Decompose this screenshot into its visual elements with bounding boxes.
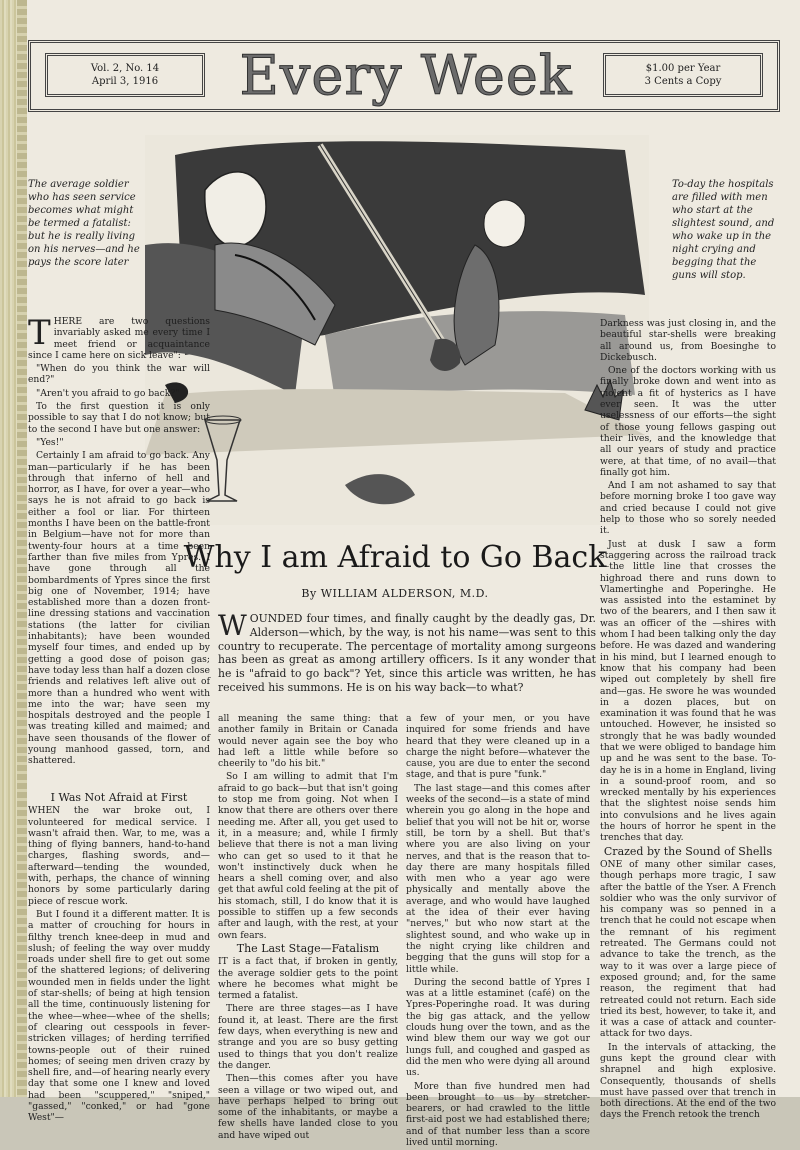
paragraph: And I am not ashamed to say that before morning broke I too gave way and cried because I could not give help to those who so sorely needed it. xyxy=(600,480,776,537)
paragraph: In the intervals of attacking, the guns kept the ground clear with shrapnel and high explosive. Consequently, thousands of shells must have passed over that trench in both directions. At the end of the two days the French retook the trench xyxy=(600,1041,776,1121)
paragraph: The last stage—and this comes after weeks of the second—is a state of mind wherein you go along in the hope and belief that you will not be hit or, worse still, be torn by a shell. But that's where you are also living on your nerves, and that is the reason that to-day there are many hospitals filled with men who a year ago were physically and mentally above the average, and who would have laughed at the idea of their ever having "nerves," but who now start at the slightest sound, and who wake up in the night crying like children and begging that the guns will stop for a little while. xyxy=(406,782,590,975)
price-per-year: $1.00 per Year xyxy=(645,63,721,74)
paragraph: Certainly I am afraid to go back. Any man—particularly if he has been through that inferno of hell and horror, as I have, for over a year—who says he is not afraid to go back is either a fool or liar. For thirteen months I have been on the battle-front in Belgium—have not for more than twenty-four hours at a time been farther than five miles from Ypres. I have gone through all the bombardments of Ypres since the first big one of November, 1914; have established more than a dozen front-line dressing stations and vaccination stations (the latter for civilian inhabitants); have been wounded myself four times, and ended up by getting a good dose of poison gas; have today less than half a dozen close friends and relatives left alive out of more than a hundred who went with me into the war; have seen my hospitals destroyed and the people I was treating killed and maimed; and have seen thousands of the flower of young manhood gassed, torn, and shattered. xyxy=(28,450,210,767)
paragraph: Just at dusk I saw a form staggering across the railroad track—the little line that crosses the highroad there and runs down to Vlamertinghe and Poperinghe. He was assisted into the estaminet by two of the bearers, and I then saw it was an officer of the —shires with whom I had been talking only the day before. He was dazed and wandering in his mind, but I learned enough to know that his company had been wiped out completely by shell fire and—gas. He swore he was wounded in a dozen places, but on examination it was found that he was untouched. However, he insisted so strongly that he was badly wounded that we were obliged to bandage him up and he was sent to the base. To-day he is in a home in England, living in a sound-proof room, and so wrecked mentally by his experiences that the slightest noise sends him into convulsions and he lives again the hours of horror he spent in the trenches that day. xyxy=(600,538,776,844)
paragraph: ONE of many other similar cases, though perhaps more tragic, I saw after the battle of the Yser. A French soldier who was the only survivor of his company was so penned in a trench that he could not escape when the remnant of his regiment retreated. The Germans could not advance to take the trench, as the way to it was over a large piece of exposed ground; and, for the same reason, the regiment that had retreated could not return. Each side tried its best, however, to take it, and it was a case of attack and counter-attack for two days. xyxy=(600,858,776,1040)
paragraph: HERE are two questions invariably asked me every time I meet friend or acquaintance since I came here on sick leave": xyxy=(28,316,210,361)
column-1-drop-cap: T xyxy=(28,313,51,353)
article-byline: By WILLIAM ALDERSON, M.D. xyxy=(301,587,489,600)
paragraph: Darkness was just closing in, and the beautiful star-shells were breaking all around us, from Boesinghe to Dickebusch. xyxy=(600,318,776,363)
column-1-top xyxy=(28,313,210,769)
subhead-last-stage-fatalism: The Last Stage—Fatalism xyxy=(236,941,380,955)
paragraph: During the second battle of Ypres I was at a little estaminet (café) on the Ypres-Poperinghe road. It was during the big gas attack, and the yellow clouds hung over the town, and as the wind blew them our way we got our lungs full, and coughed and gasped as did the men who were dying all around us. xyxy=(406,976,590,1079)
subhead-crazed-by-shells: Crazed by the Sound of Shells xyxy=(603,844,773,858)
column-1-bottom xyxy=(28,792,210,1126)
paragraph: all meaning the same thing: that another family in Britain or Canada would never again see the boy who had left a little while before so cheerily to "do his bit." xyxy=(218,713,398,770)
column-2 xyxy=(218,713,398,1143)
column-3 xyxy=(406,713,590,1150)
intro-drop-cap: W xyxy=(218,609,247,642)
caption-left: The average soldier who has seen service becomes what might be termed a fatalist: but he is really living on his nerves—and he pays the score later xyxy=(28,179,140,268)
paragraph: a few of your men, or you have inquired for some friends and have heard that they were cleaned up in a charge the night before—whatever the cause, you are due to enter the second stage, and that is pure "funk." xyxy=(406,713,590,781)
article-headline: Why I am Afraid to Go Back xyxy=(183,540,607,575)
caption-right: To-day the hospitals are filled with men who start at the slightest sound, and who wake up in the night crying and begging that the guns will stop. xyxy=(672,179,775,281)
subhead-afraid-at-first: I Was Not Afraid at First xyxy=(50,791,188,804)
price-per-copy: 3 Cents a Copy xyxy=(644,76,722,87)
intro-text: OUNDED four times, and finally caught by the deadly gas, Dr. Alderson—which, by the way, is not his name—was sent to this country to recuperate. The percentage of mortality among surgeons has been as great as among artillery officers. Is it any wonder that he is "afraid to go back"? Yet, since this article was written, he has received his summons. He is on his way back—to what? xyxy=(218,612,596,694)
war-illustration xyxy=(145,135,649,525)
column-4 xyxy=(600,318,776,1123)
paragraph: "Yes!" xyxy=(36,436,64,448)
paragraph: More than five hundred men had been brought to us by stretcher-bearers, or had crawled to the little first-aid post we had established there; and of that number less than a score lived until morning. xyxy=(406,1080,590,1148)
paragraph: "Aren't you afraid to go back?" xyxy=(36,387,180,399)
masthead xyxy=(28,40,780,112)
paragraph: One of the doctors working with us finally broke down and went into as violent a fit of hysterics as I have ever seen. It was the utter uselessness of our efforts—the sight of those young fellows gasping out their lives, and the knowledge that all our years of study and practice were, at that time, of no avail—that finally got him. xyxy=(600,365,776,478)
paragraph: To the first question it is only possible to say that I do not know; but to the second I have but one answer: xyxy=(28,401,210,435)
binding-strip xyxy=(17,0,27,1097)
magazine-title: Every Week xyxy=(239,44,573,107)
article-intro xyxy=(218,609,596,695)
paragraph: Then—this comes after you have seen a village or two wiped out, and have perhaps helped to bring out some of the inhabitants, or maybe a few shells have landed close to you and have wiped out xyxy=(218,1073,398,1141)
volume-number: Vol. 2, No. 14 xyxy=(90,63,160,74)
paragraph: There are three stages—as I have found it, at least. There are the first few days, when everything is new and strange and you are so busy getting used to things that you don't realize the danger. xyxy=(218,1003,398,1071)
paragraph: WHEN the war broke out, I volunteered for medical service. I wasn't afraid then. War, to me, was a thing of flying banners, hand-to-hand charges, flashing swords, and—afterward—tending the wounded, with, perhaps, the chance of winning honors by some particularly daring piece of rescue work. xyxy=(28,805,210,907)
issue-box xyxy=(45,53,205,97)
paragraph: So I am willing to admit that I'm afraid to go back—but that isn't going to stop me from going. Not when I know that there are others over there needing me. After all, you get used to it, in a measure; and, while I firmly believe that there is not a man living who can get so used to it that he won't instinctively duck when he hears a shell coming over, and also get that awful cold feeling at the pit of his stomach, still, I do know that it is possible to stiffen up a few seconds after and laugh, with the rest, at your own fears. xyxy=(218,771,398,941)
issue-date: April 3, 1916 xyxy=(91,76,159,87)
paragraph: "When do you think the war will end?" xyxy=(28,363,210,386)
paragraph: IT is a fact that, if broken in gently, the average soldier gets to the point where he becomes what might be termed a fatalist. xyxy=(218,956,398,1002)
paragraph: But I found it a different matter. It is a matter of crouching for hours in filthy trench knee-deep in mud and slush; of feeling the way over muddy roads under shell fire to get out some of the shattered legions; of delivering wounded men in fields under the light of star-shells; of being at high tension all the time, continuously listening for the whee—whee—whee of the shells; of clearing out cesspools in fever-stricken villages; of herding terrified towns-people out of their ruined homes; of seeing men driven crazy by shell fire, and—of hearing nearly every day that some one I knew and loved had been "scuppered," "sniped," "gassed," "conked," or had "gone West"— xyxy=(28,908,210,1124)
price-box xyxy=(603,53,763,97)
